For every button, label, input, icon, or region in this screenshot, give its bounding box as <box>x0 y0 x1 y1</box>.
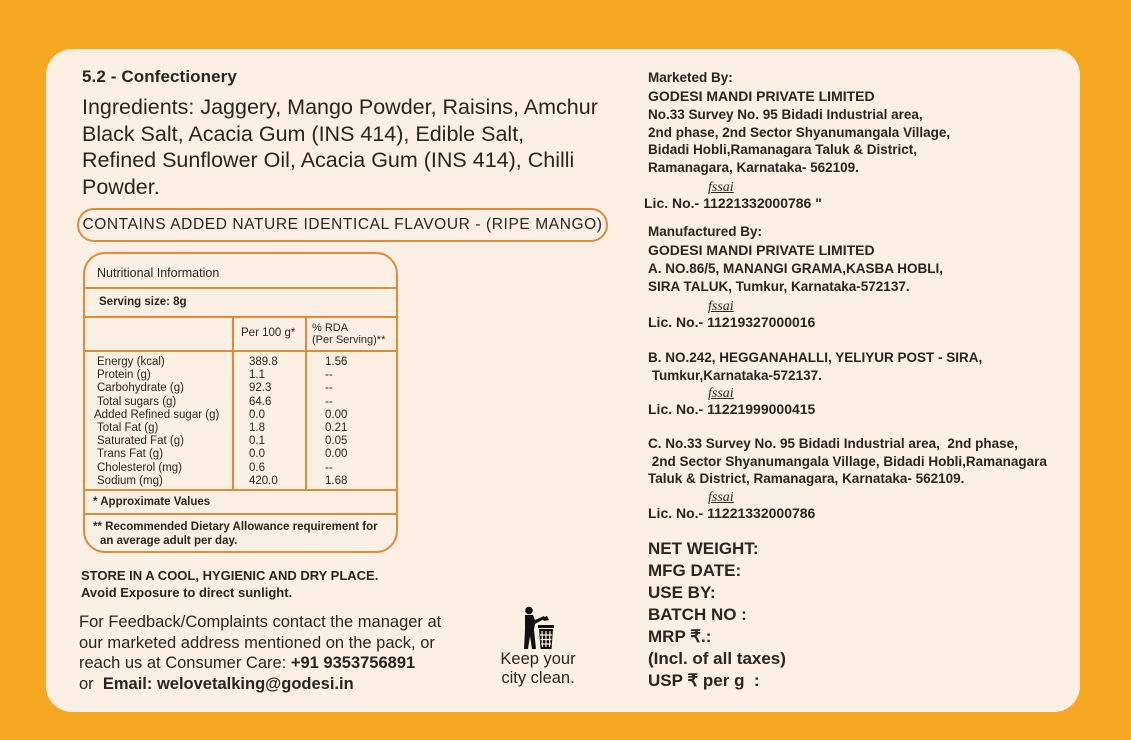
col-header-rda-line1: % RDA <box>312 322 349 334</box>
nutrition-body <box>85 352 396 491</box>
mrp-field: MRP ₹.: <box>648 627 712 646</box>
nutrient-name: Trans Fat (g) <box>97 448 164 461</box>
nutrient-per100-value: 1.1 <box>249 369 265 382</box>
nutrient-rda-value: -- <box>325 369 333 382</box>
nutrient-rda-value: 0.00 <box>325 408 348 421</box>
fssai-license-number: Lic. No.- 11219327000016 <box>648 314 816 330</box>
address-line: Tumkur,Karnataka-572137. <box>648 367 822 383</box>
storage-line-2: Avoid Exposure to direct sunlight. <box>81 585 293 600</box>
column-divider <box>305 318 307 491</box>
nutrient-per100-value: 0.0 <box>249 408 265 421</box>
address-line: C. No.33 Survey No. 95 Bidadi Industrial area, 2nd phase, <box>648 436 1018 451</box>
address-line: SIRA TALUK, Tumkur, Karnataka-572137. <box>648 278 910 294</box>
address-line: No.33 Survey No. 95 Bidadi Industrial area, <box>648 107 923 122</box>
manufacturing-unit-c <box>648 435 1047 522</box>
nutrition-header-row <box>85 318 396 352</box>
footnote-rda <box>85 515 396 553</box>
nutrient-per100-value: 64.6 <box>249 395 272 408</box>
nutrient-per100-value: 92.3 <box>249 382 272 395</box>
use-by-field: USE BY: <box>648 583 716 602</box>
fssai-logo: fssai <box>708 299 734 314</box>
nutrient-rda-value: -- <box>325 461 333 474</box>
nutrient-name: Added Refined sugar (g) <box>94 408 220 421</box>
food-category: 5.2 - Confectionery <box>82 67 237 86</box>
consumer-care-phone: +91 9353756891 <box>290 654 416 672</box>
manufacturing-unit-a <box>648 260 943 332</box>
ingredients-list: Ingredients: Jaggery, Mango Powder, Raisins, Amchur Black Salt, Acacia Gum (INS 414), Edible Salt, Refined Sunflower Oil, Acacia Gum (INS 414), Chilli Powder. <box>82 95 598 199</box>
per100-values-column <box>249 356 278 488</box>
pack-fields <box>648 538 786 692</box>
marketer-company-name: GODESI MANDI PRIVATE LIMITED <box>648 88 875 104</box>
nutrient-rda-value: -- <box>325 395 333 408</box>
nutrition-table <box>83 252 398 553</box>
marketed-by-heading: Marketed By: <box>648 70 733 85</box>
litter-bin-icon <box>520 606 556 650</box>
footnote-approximate: * Approximate Values <box>85 491 396 515</box>
keep-clean-line-1: Keep your <box>500 650 576 668</box>
column-divider <box>232 318 234 491</box>
nutrient-name: Protein (g) <box>97 369 151 382</box>
feedback-line-2: our marketed address mentioned on the pack, or <box>79 633 435 652</box>
usp-field: USP ₹ per g : <box>648 671 760 690</box>
serving-size: Serving size: 8g <box>85 289 396 318</box>
nutrient-name: Carbohydrate (g) <box>97 382 184 395</box>
manufacturing-unit-b <box>648 349 982 419</box>
fssai-logo: fssai <box>708 489 734 505</box>
nutrient-rda-value: 0.21 <box>325 422 348 435</box>
nutrient-name: Sodium (mg) <box>97 474 163 487</box>
col-header-rda <box>312 322 385 346</box>
keep-clean-message <box>494 650 582 687</box>
storage-instructions <box>81 567 378 601</box>
manufacturer-company-name: GODESI MANDI PRIVATE LIMITED <box>648 242 875 258</box>
nutrient-rda-value: 0.00 <box>325 448 348 461</box>
nutrient-name: Saturated Fat (g) <box>97 435 184 448</box>
nutrient-rda-value: 0.05 <box>325 435 348 448</box>
address-line: Taluk & District, Ramanagara, Karnataka- 562109. <box>648 471 965 486</box>
fssai-license-number: Lic. No.- 11221332000786 <box>648 504 816 521</box>
nutrient-per100-value: 0.6 <box>249 461 265 474</box>
mfg-date-field: MFG DATE: <box>648 561 742 580</box>
col-header-rda-line2: (Per Serving)** <box>312 334 386 346</box>
marketer-address <box>644 106 951 213</box>
address-line: Bidadi Hobli,Ramanagara Taluk & District, <box>648 142 918 157</box>
feedback-line-4 <box>79 674 499 695</box>
or-label: or <box>79 674 103 693</box>
feedback-line-3 <box>79 653 499 674</box>
feedback-info <box>79 612 499 694</box>
net-weight-field: NET WEIGHT: <box>648 539 759 558</box>
batch-no-field: BATCH NO : <box>648 605 747 624</box>
col-header-per100: Per 100 g* <box>241 327 296 339</box>
feedback-line-1: For Feedback/Complaints contact the manager at <box>79 613 442 631</box>
nutrient-per100-value: 1.8 <box>249 422 265 435</box>
nutrient-per100-value: 0.1 <box>249 435 265 448</box>
manufactured-by-heading: Manufactured By: <box>648 224 763 239</box>
consumer-care-label: reach us at Consumer Care: <box>79 654 291 672</box>
keep-clean-line-2: city clean. <box>501 668 575 687</box>
fssai-logo: fssai <box>708 386 734 401</box>
storage-line-1: STORE IN A COOL, HYGIENIC AND DRY PLACE. <box>81 568 379 583</box>
nutrient-name: Cholesterol (mg) <box>97 461 182 474</box>
footnote-rda-line1: ** Recommended Dietary Allowance requirement for <box>93 521 378 533</box>
footnote-rda-line2: an average adult per day. <box>100 535 238 547</box>
address-line: A. NO.86/5, MANANGI GRAMA,KASBA HOBLI, <box>648 261 944 276</box>
nutrient-name: Total sugars (g) <box>97 395 177 408</box>
flavour-notice <box>77 208 608 242</box>
rda-values-column <box>325 356 347 488</box>
fssai-license-number: Lic. No.- 11221332000786 " <box>644 195 822 211</box>
fssai-logo: fssai <box>708 180 734 195</box>
flavour-notice-text: CONTAINS ADDED NATURE IDENTICAL FLAVOUR - (RIPE MANGO) <box>82 216 603 233</box>
address-line: 2nd phase, 2nd Sector Shyanumangala Village, <box>648 124 951 140</box>
fssai-license-number: Lic. No.- 11221999000415 <box>648 401 816 417</box>
nutrient-rda-value: 1.56 <box>325 356 348 368</box>
address-line: Ramanagara, Karnataka- 562109. <box>648 159 859 175</box>
consumer-care-email: Email: welovetalking@godesi.in <box>102 674 354 693</box>
nutrient-per100-value: 389.8 <box>249 356 278 368</box>
nutrient-name: Total Fat (g) <box>97 422 159 435</box>
address-line: 2nd Sector Shyanumangala Village, Bidadi Hobli,Ramanagara <box>648 453 1047 469</box>
nutrition-title: Nutritional Information <box>85 254 396 289</box>
tax-note: (Incl. of all taxes) <box>648 649 786 668</box>
address-line: B. NO.242, HEGGANAHALLI, YELIYUR POST - SIRA, <box>648 350 983 365</box>
nutrient-name: Energy (kcal) <box>97 356 165 368</box>
nutrient-per100-value: 420.0 <box>249 474 278 487</box>
nutrient-rda-value: -- <box>325 382 333 395</box>
nutrient-per100-value: 0.0 <box>249 448 265 461</box>
nutrient-rda-value: 1.68 <box>325 474 348 487</box>
nutrient-names-column <box>94 356 220 488</box>
